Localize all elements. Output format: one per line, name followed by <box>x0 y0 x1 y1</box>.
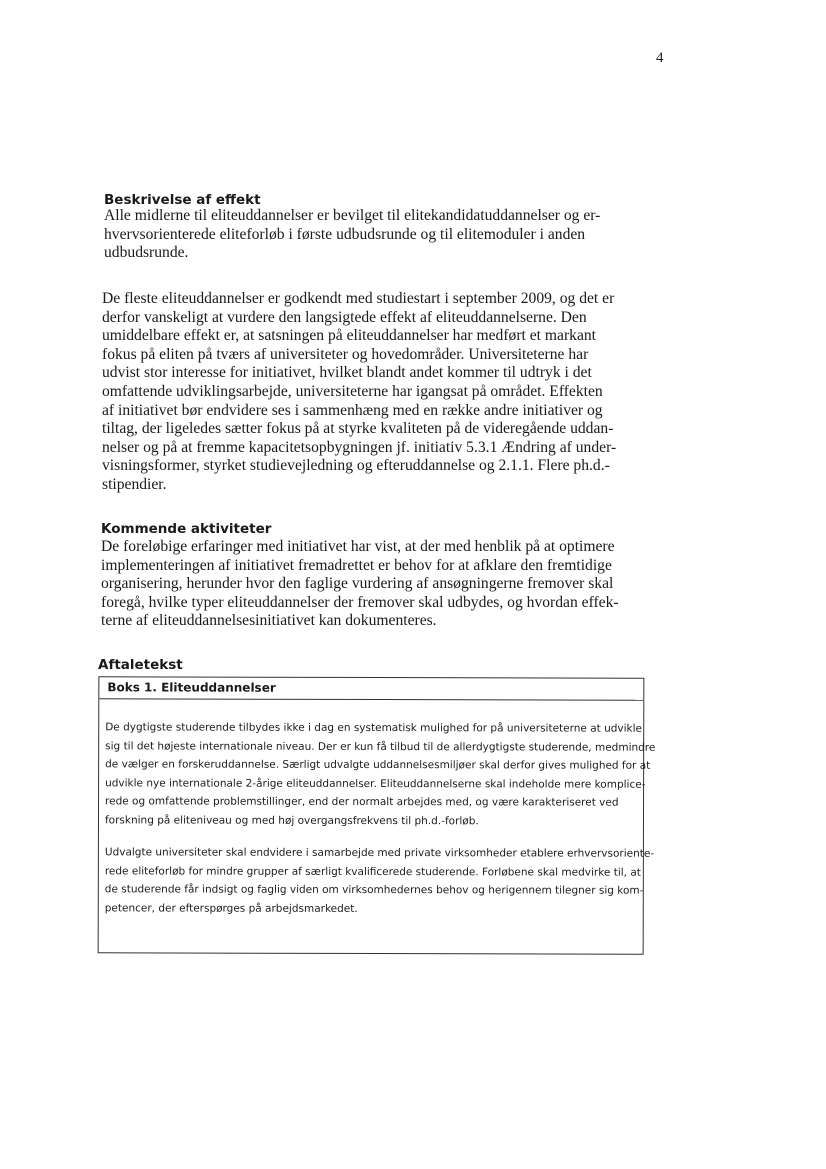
text-line: organisering, herunder hvor den faglige vurdering af ansøgningerne fremover skal <box>101 575 614 593</box>
section-heading-agreement: Aftaletekst <box>98 657 183 673</box>
text-line: implementeringen af initiativet fremadrettet er behov for at afklare den fremtidige <box>101 556 612 574</box>
box-paragraph-2 <box>99 843 655 918</box>
text-line: hvervsorienterede eliteforløb i første udbudsrunde og til elitemoduler i anden <box>104 225 586 243</box>
text-line: rede og omfattende problemstillinger, end der normalt arbejdes med, og være karakteriseret ved <box>105 795 619 809</box>
text-line: udbudsrunde. <box>104 244 189 262</box>
section-heading-activities: Kommende aktiviteter <box>101 521 272 537</box>
text-line: nelser og på at fremme kapacitetsopbygningen jf. initiativ 5.3.1 Ændring af under- <box>102 438 617 456</box>
text-line: De dygtigste studerende tilbydes ikke i dag en systematisk mulighed for på universiteterne at udvikle <box>105 721 643 735</box>
text-line: sig til det højeste internationale niveau. Der er kun få tilbud til de allerdygtigste studerende, medmindre <box>105 739 656 754</box>
text-line: Udvalgte universiteter skal endvidere i samarbejde med private virksomheder etablere erhvervsoriente- <box>104 846 655 860</box>
text-line: de vælger en forskeruddannelse. Særligt udvalgte uddannelsesmiljøer skal derfor gives mulighed for at <box>105 758 651 772</box>
activities-paragraph <box>101 538 641 631</box>
text-line: af initiativet bør endvidere ses i sammenhæng med en række andre initiativer og <box>102 401 603 419</box>
page-number: 4 <box>656 50 664 66</box>
text-line: derfor vanskeligt at vurdere den langsigtede effekt af eliteuddannelserne. Den <box>102 308 587 326</box>
text-line: terne af eliteuddannelsesinitiativet kan dokumenteres. <box>101 612 437 630</box>
text-line: tiltag, der ligeledes sætter fokus på at styrke kvaliteten på de videregående uddan- <box>102 420 614 438</box>
effect-paragraph-2 <box>102 290 642 495</box>
text-line: stipendier. <box>102 475 167 493</box>
text-line: De fleste eliteuddannelser er godkendt med studiestart i september 2009, og det er <box>102 290 615 307</box>
text-line: rede eliteforløb for mindre grupper af særligt kvalificerede studerende. Forløbene skal medvirke til, at <box>104 864 641 879</box>
text-line: fokus på eliten på tværs af universiteter og hovedområder. Universiteterne har <box>102 345 589 363</box>
text-line: umiddelbare effekt er, at satsningen på eliteuddannelser har medført et markant <box>102 327 596 345</box>
box-title: Boks 1. Eliteuddannelser <box>99 677 643 700</box>
text-line: foregå, hvilke typer eliteuddannelser der fremover skal udbydes, og hvordan effek- <box>101 593 619 611</box>
text-line: Alle midlerne til eliteuddannelser er bevilget til elitekandidatuddannelser og er- <box>104 207 601 224</box>
section-heading-effect: Beskrivelse af effekt <box>104 192 261 208</box>
text-line: visningsformer, styrket studievejledning og efteruddannelse og 2.1.1. Flere ph.d.- <box>102 457 610 475</box>
text-line: De foreløbige erfaringer med initiativet har vist, at der med henblik på at optimere <box>101 538 615 555</box>
text-line: udvikle nye internationale 2-årige eliteuddannelser. Eliteuddannelserne skal indeholde mere komplice- <box>105 776 646 791</box>
box-paragraph-1 <box>99 718 656 830</box>
text-line: forskning på eliteniveau og med høj overgangsfrekvens til ph.d.-forløb. <box>104 813 479 827</box>
text-line: de studerende får indsigt og faglig viden om virksomhedernes behov og herigennem tilegner sig kom- <box>104 883 644 897</box>
text-line: udvist stor interesse for initiativet, hvilket blandt andet kommer til udtryk i det <box>102 364 592 382</box>
agreement-box <box>98 676 656 954</box>
text-line: omfattende udviklingsarbejde, universiteterne har igangsat på området. Effekten <box>102 382 603 400</box>
text-line: petencer, der efterspørges på arbejdsmarkedet. <box>104 901 358 915</box>
effect-paragraph-1 <box>104 207 644 263</box>
